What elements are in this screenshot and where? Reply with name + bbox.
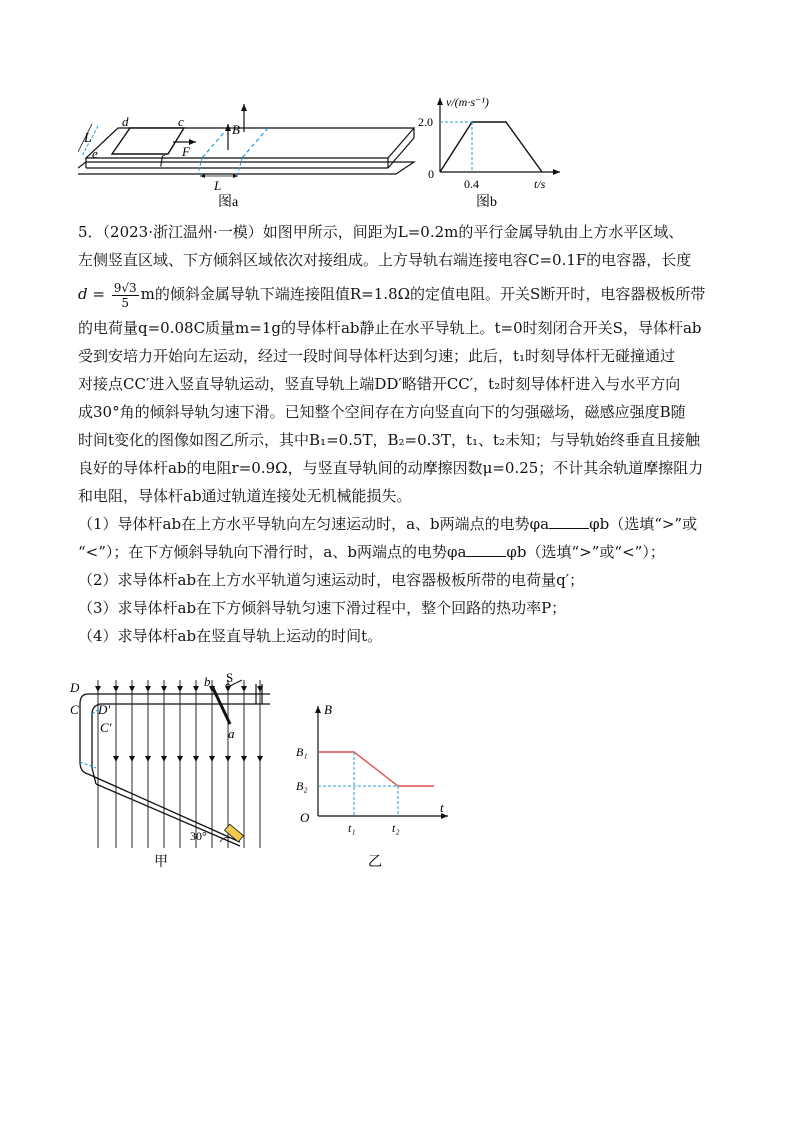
yi-label-B: B [324,702,332,717]
problem-text-10: 和电阻，导体杆ab通过轨道连接处无机械能损失。 [78,487,412,505]
fig-b-x-axis: t/s [534,177,546,191]
jia-label-S: S [226,672,234,685]
fig-b-origin: 0 [428,167,434,181]
yi-label-t2: t₂ [392,821,400,835]
problem-text-8: 时间t变化的图像如图乙所示，其中B₁=0.5T，B₂=0.3T，t₁、t₂未知；与导轨始终垂直且接触 [78,431,701,449]
d-fraction [112,281,139,310]
fig-b-caption: 图b [476,195,497,210]
b-t-curve [318,752,434,786]
question-1-part-a: （1）导体杆ab在上方水平导轨向左匀速运动时，a、b两端点的电势φa [78,515,550,533]
jia-label-Cp: C′ [100,720,112,735]
problem-text-2: 左侧竖直区域、下方倾斜区域依次对接组成。上方导轨右端连接电容C=0.1F的电容器，长度 [78,251,692,269]
yi-label-t1: t₁ [348,821,356,835]
yi-label-O: O [300,810,310,825]
figure-jia [70,672,290,872]
problem-line-3 [78,274,738,314]
jia-label-C: C [70,702,79,717]
yi-label-t: t [440,800,444,815]
fig-b-y-tick: 2.0 [418,115,433,129]
problem-text-6: 对接点CC′进入竖直导轨运动，竖直导轨上端DD′略错开CC′，t₂时刻导体杆进入与水平方向 [78,375,681,393]
fig-a-label-c: c [178,114,184,129]
question-4: （4）求导体杆ab在竖直导轨上运动的时间t。 [78,627,383,645]
yi-caption: 乙 [368,855,382,870]
problem-body [78,218,738,650]
yi-label-B2: B₂ [296,779,308,793]
problem-line-7 [78,398,738,426]
fig-a-caption: 图a [218,195,239,210]
problem-line-6 [78,370,738,398]
fig-a-label-f: f [160,152,164,167]
fig-a-label-L-bottom: L [214,178,222,193]
yi-label-B1: B₁ [296,745,308,759]
question-1-line-a [78,510,738,538]
jia-label-Dp: D′ [98,702,111,717]
problem-line-1 [78,218,738,246]
problem-text-4: 的电荷量q=0.08C质量m=1g的导体杆ab静止在水平导轨上。t=0时刻闭合开关S，导体杆ab [78,319,702,337]
fig-b-y-axis: v/(m·s⁻¹) [446,95,489,109]
d-denominator: 5 [121,295,130,310]
problem-line-4 [78,314,738,342]
figure-b [418,92,568,210]
problem-line-10 [78,482,738,510]
problem-line-2 [78,246,738,274]
question-1-part-d: φb（选填“>”或“<”）； [506,543,665,561]
fig-b-x-tick: 0.4 [464,177,479,191]
problem-text-5: 受到安培力开始向左运动，经过一段时间导体杆达到匀速；此后，t₁时刻导体杆无碰撞通过 [78,347,676,365]
jia-label-angle: 30° [190,829,207,843]
answer-blank-1[interactable] [549,514,589,529]
jia-label-a: a [228,726,235,741]
fig-a-label-L-left: L [84,131,92,146]
fig-a-label-B: B [232,122,240,137]
problem-line-9 [78,454,738,482]
jia-label-D: D [70,680,80,695]
problem-text-1: 如图甲所示，间距为L=0.2m的平行金属导轨由上方水平区域、 [262,223,684,241]
figure-yi [294,700,464,875]
problem-number: 5． [78,223,103,241]
jia-label-b: b [204,674,211,689]
problem-line-5 [78,342,738,370]
figure-a [78,92,418,210]
question-1-line-b [78,538,738,566]
question-3: （3）求导体杆ab在下方倾斜导轨匀速下滑过程中，整个回路的热功率P； [78,599,567,617]
question-2: （2）求导体杆ab在上方水平轨道匀速运动时，电容器极板所带的电荷量q′； [78,571,585,589]
problem-text-7: 成30°角的倾斜导轨匀速下滑。已知整个空间存在方向竖直向下的匀强磁场，磁感应强度B随 [78,403,686,421]
fig-a-label-d: d [122,114,129,129]
answer-blank-2[interactable] [466,542,506,557]
d-numerator: 9√3 [113,280,137,295]
problem-text-9: 良好的导体杆ab的电阻r=0.9Ω，与竖直导轨间的动摩擦因数μ=0.25；不计其余轨道摩擦阻力 [78,459,704,477]
problem-source: （2023·浙江温州·一模） [102,223,263,241]
problem-line-8 [78,426,738,454]
jia-caption: 甲 [154,855,168,870]
d-equation-prefix: d = [78,285,105,303]
problem-text-3: 的倾斜金属导轨下端连接阻值R=1.8Ω的定值电阻。开关S断开时，电容器极板所带 [154,285,706,303]
fig-a-label-e: e [92,146,98,161]
question-1-part-b: φb（选填“>”或 [589,515,698,533]
question-1-part-c: “<”）；在下方倾斜导轨向下滑行时，a、b两端点的电势φa [78,543,467,561]
fig-a-label-F: F [182,144,190,159]
d-unit: m [140,285,155,303]
